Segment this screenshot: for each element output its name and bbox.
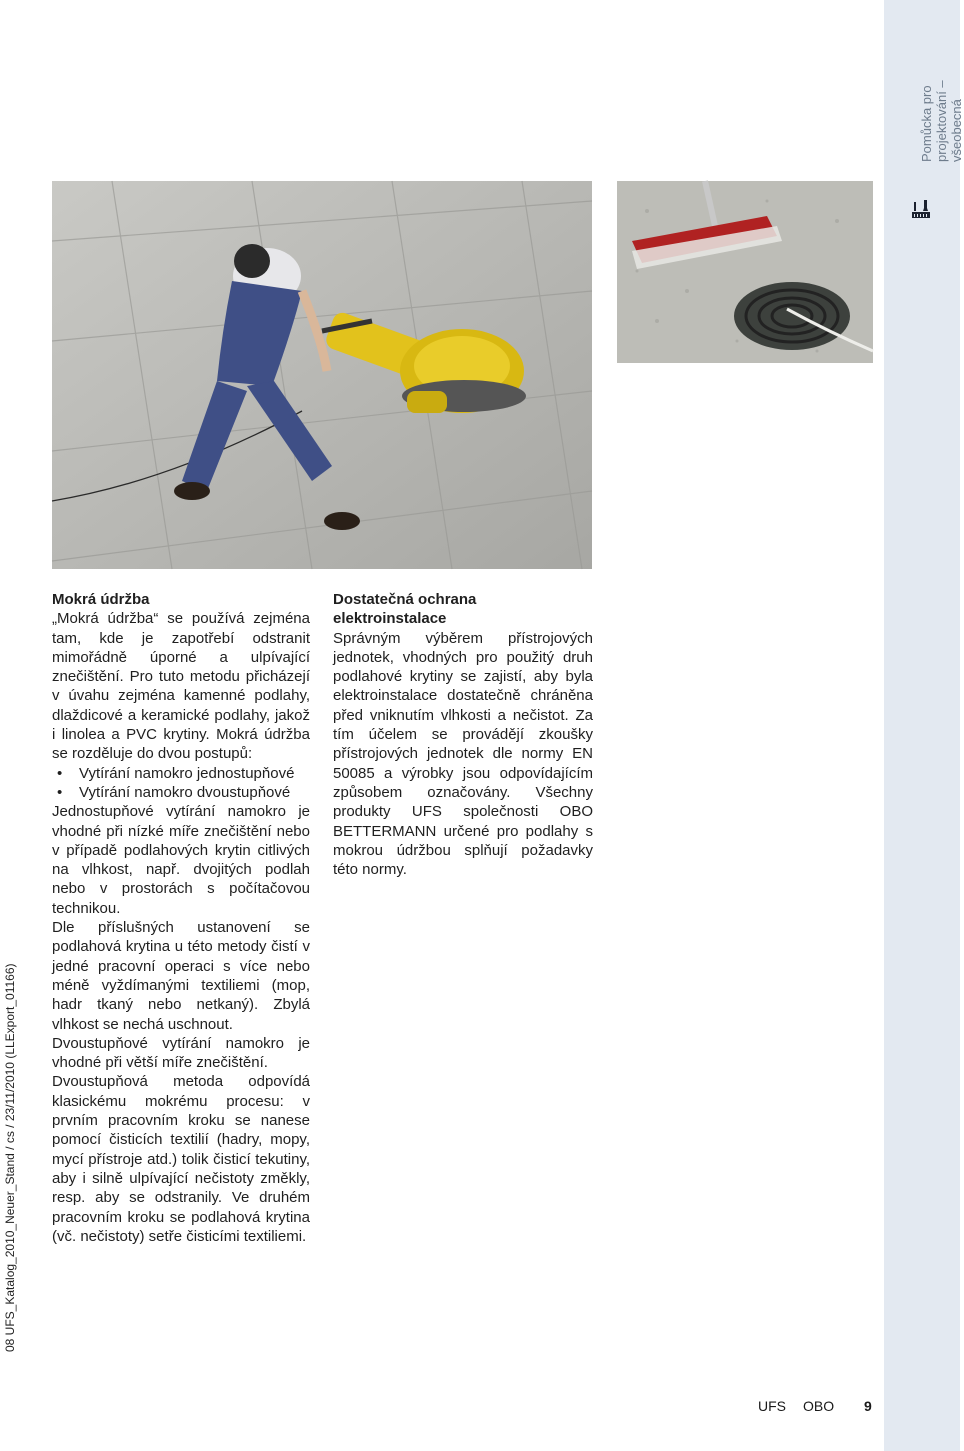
paragraph: Dvoustupňová metoda odpovídá klasickému mokrému procesu: v prvním pracovním kroku se nanese pomocí čisticích textilií (hadry, mopy, mycí přístroje atd.) tolik čisticí tekutiny, aby i silně ulpívající nečistoty změkly, resp. aby se odstranily. Ve druhém pracovním kroku se podlahová krytina (vč. nečistoty) setře čisticími textiliemi. — [52, 1073, 310, 1245]
measuring-tool-icon — [906, 198, 934, 226]
heading-wet-maintenance: Mokrá údržba — [52, 591, 150, 608]
worker-floor-scrubber-photo — [52, 181, 592, 569]
paragraph: Dle příslušných ustanovení se podlahová krytina u této metody čistí v jedné pracovní operaci s více nebo méně vyždímanými textiliemi (mop, hadr tkaný nebo netkaný). Zbylá vlhkost se nechá uschnout. — [52, 919, 310, 1033]
paragraph: „Mokrá údržba“ se používá zejména tam, kde je zapotřebí odstranit mimořádně úporné a ulpívající znečištění. Pro tuto metodu přicházejí v úvahu zejména kamenné podlahy, dlaždicové a keramické podlahy, jakož i linolea a PVC krytiny. Mokrá údržba se rozděluje do dvou postupů: — [52, 610, 310, 763]
mop-on-floor-with-cable-photo — [617, 181, 873, 363]
bullet-dot-icon: • — [57, 783, 63, 801]
sidebar-label-line1: Pomůcka pro — [919, 85, 934, 162]
footer-obo: OBO — [803, 1398, 835, 1414]
heading-electrical-protection: Dostatečná ochrana elektroinstalace — [333, 591, 477, 628]
page-number: 9 — [864, 1398, 872, 1414]
bullet-dot-icon: • — [57, 764, 63, 782]
document-meta-vertical: 08 UFS_Katalog_2010_Neuer_Stand / cs / 23/11/2010 (LLExport_01166) — [3, 963, 17, 1352]
bullet-item — [52, 783, 310, 802]
paragraph: Dvoustupňové vytírání namokro je vhodné při větší míře znečištění. — [52, 1034, 310, 1072]
bullet-text: Vytírání namokro dvoustupňové — [79, 783, 291, 801]
sidebar-label-line3: všeobecná — [949, 99, 964, 162]
right-text-column — [333, 590, 593, 879]
bullet-item — [52, 764, 310, 783]
sidebar-label — [919, 42, 964, 162]
footer-ufs: UFS — [758, 1398, 786, 1414]
sidebar-label-line2: projektování – — [934, 80, 949, 162]
bullet-text: Vytírání namokro jednostupňové — [79, 764, 295, 782]
left-text-column — [52, 590, 310, 1246]
paragraph: Správným výběrem přístrojových jednotek, vhodných pro použitý druh podlahové krytiny se zajistí, aby byla elektroinstalace dostatečně chráněna před vniknutím vlhkosti a nečistot. Za tím účelem se provádějí zkoušky přístrojových jednotek dle normy EN 50085 a výrobky jsou odpovídajícím způsobem označovány. Všechny produkty UFS společnosti OBO BETTERMANN určené pro podlahy s mokrou údržbou splňují požadavky této normy. — [333, 629, 593, 879]
paragraph: Jednostupňové vytírání namokro je vhodné při nízké míře znečištění nebo v případě podlahových krytin citlivých na vlhkost, např. dvojitých podlah nebo v prostorách s počítačovou technikou. — [52, 803, 310, 917]
